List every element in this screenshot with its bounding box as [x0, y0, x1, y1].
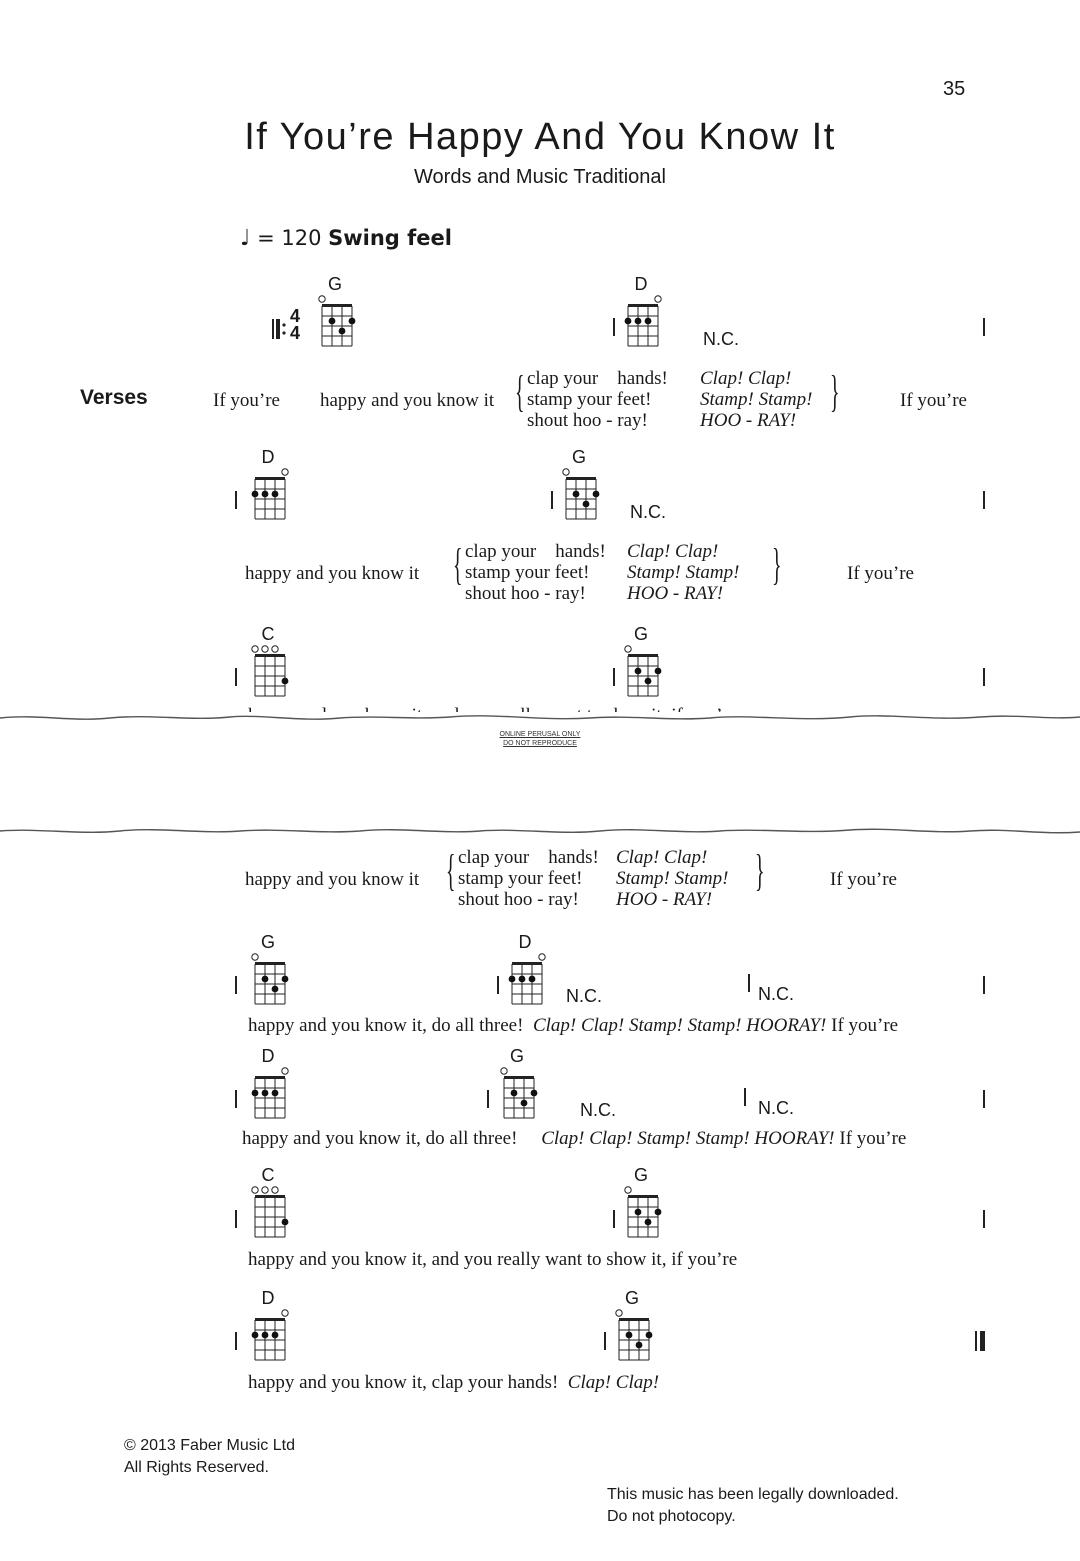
barline	[744, 1088, 746, 1106]
chord-name-g: G	[260, 932, 275, 952]
brace-close-icon: }	[755, 846, 765, 895]
barline	[983, 491, 985, 509]
section-label: Verses	[80, 386, 148, 409]
barline	[983, 1210, 985, 1228]
brace-open-icon: {	[453, 540, 463, 589]
barline	[497, 976, 499, 994]
lyric: happy and you know it	[245, 563, 420, 584]
barline	[235, 1090, 237, 1108]
barline	[235, 1332, 237, 1350]
chord-diagram-g-icon	[612, 1306, 654, 1362]
download-notice: This music has been legally downloaded. Do not photocopy.	[607, 1486, 899, 1525]
page-number: 35	[943, 78, 966, 100]
chord-name-d: D	[261, 1288, 275, 1308]
chord-diagram-g-icon	[497, 1064, 539, 1120]
lyric: happy and you know it	[320, 390, 495, 411]
barline	[235, 1210, 237, 1228]
brace-close-icon: }	[772, 540, 782, 589]
lyric: If you’re	[900, 390, 967, 411]
tempo-marking	[240, 226, 452, 251]
chord-name-g: G	[633, 1165, 648, 1185]
barline	[551, 491, 553, 509]
chord-diagram-d-icon	[248, 1306, 290, 1362]
chord-diagram-g-icon	[559, 465, 601, 521]
barline	[487, 1090, 489, 1108]
chord-name-d: D	[518, 932, 532, 952]
copyright-block	[124, 1435, 295, 1479]
barline	[613, 1210, 615, 1228]
final-barline-icon	[975, 1331, 987, 1356]
chord-diagram-c-icon	[248, 642, 290, 698]
barline	[235, 491, 237, 509]
tempo-style: Swing feel	[328, 226, 452, 250]
chord-diagram-d-icon	[505, 950, 547, 1006]
torn-edge-top	[0, 708, 1080, 730]
quarter-note-icon: ♩	[240, 226, 251, 251]
lyric: happy and you know it	[245, 869, 420, 890]
barline	[235, 976, 237, 994]
rights: All Rights Reserved.	[124, 1459, 269, 1476]
chord-diagram-g-icon	[621, 1183, 663, 1239]
chord-diagram-d-icon	[248, 465, 290, 521]
chord-name-d: D	[261, 447, 275, 467]
barline	[983, 318, 985, 336]
copyright: © 2013 Faber Music Ltd	[124, 1437, 295, 1454]
chord-name-c: C	[261, 624, 275, 644]
barline	[983, 976, 985, 994]
chord-diagram-c-icon	[248, 1183, 290, 1239]
chord-diagram-d-icon	[248, 1064, 290, 1120]
no-chord-label: N.C.	[703, 329, 739, 349]
verse-actions: Clap! Clap! Stamp! Stamp! HOO - RAY!	[700, 368, 813, 431]
lyric: happy and you know it, and you really want to show it, if you’re	[248, 1249, 738, 1270]
chord-name-g: G	[571, 447, 586, 467]
lyric: If you’re	[830, 869, 897, 890]
barline	[748, 974, 750, 992]
verse-actions: Clap! Clap! Stamp! Stamp! HOO - RAY!	[627, 541, 740, 604]
verse-options: clap your hands! stamp your feet! shout hoo - ray!	[458, 847, 599, 910]
barline	[613, 668, 615, 686]
song-title: If You’re Happy And You Know It	[244, 116, 836, 158]
chord-name-g: G	[633, 624, 648, 644]
barline	[983, 668, 985, 686]
verse-options: clap your hands! stamp your feet! shout hoo - ray!	[465, 541, 606, 604]
no-chord-label: N.C.	[580, 1100, 616, 1120]
barline	[235, 668, 237, 686]
verse-actions: Clap! Clap! Stamp! Stamp! HOO - RAY!	[616, 847, 729, 910]
time-signature: 4 4	[290, 306, 301, 343]
no-chord-label: N.C.	[758, 984, 794, 1004]
torn-edge-bottom	[0, 822, 1080, 842]
verse-options: clap your hands! stamp your feet! shout hoo - ray!	[527, 368, 668, 431]
barline	[983, 1090, 985, 1108]
lyric: If you’re	[847, 563, 914, 584]
chord-name-c: C	[261, 1165, 275, 1185]
lyric: If you’re	[213, 390, 280, 411]
repeat-start-icon	[272, 318, 286, 345]
watermark: ONLINE PERUSAL ONLY DO NOT REPRODUCE	[499, 731, 581, 747]
chord-diagram-d-icon	[621, 292, 663, 348]
barline	[604, 1332, 606, 1350]
lyric: happy and you know it, do all three! Clap! Clap! Stamp! Stamp! HOORAY! If you’re	[248, 1015, 899, 1036]
no-chord-label: N.C.	[758, 1098, 794, 1118]
tempo-value: = 120	[257, 226, 322, 250]
brace-close-icon: }	[830, 367, 840, 416]
lyric: happy and you know it, clap your hands! Clap! Clap!	[248, 1372, 660, 1393]
no-chord-label: N.C.	[566, 986, 602, 1006]
chord-name-g: G	[624, 1288, 639, 1308]
chord-name-g: G	[509, 1046, 524, 1066]
song-credit: Words and Music Traditional	[414, 166, 666, 188]
no-chord-label: N.C.	[630, 502, 666, 522]
chord-diagram-g-icon	[315, 292, 357, 348]
chord-diagram-g-icon	[248, 950, 290, 1006]
chord-name-d: D	[634, 274, 648, 294]
chord-name-g: G	[327, 274, 342, 294]
lyric: happy and you know it, do all three! Clap! Clap! Stamp! Stamp! HOORAY! If you’re	[242, 1128, 907, 1149]
brace-open-icon: {	[446, 846, 456, 895]
brace-open-icon: {	[515, 367, 525, 416]
chord-name-d: D	[261, 1046, 275, 1066]
barline	[613, 318, 615, 336]
chord-diagram-g-icon	[621, 642, 663, 698]
